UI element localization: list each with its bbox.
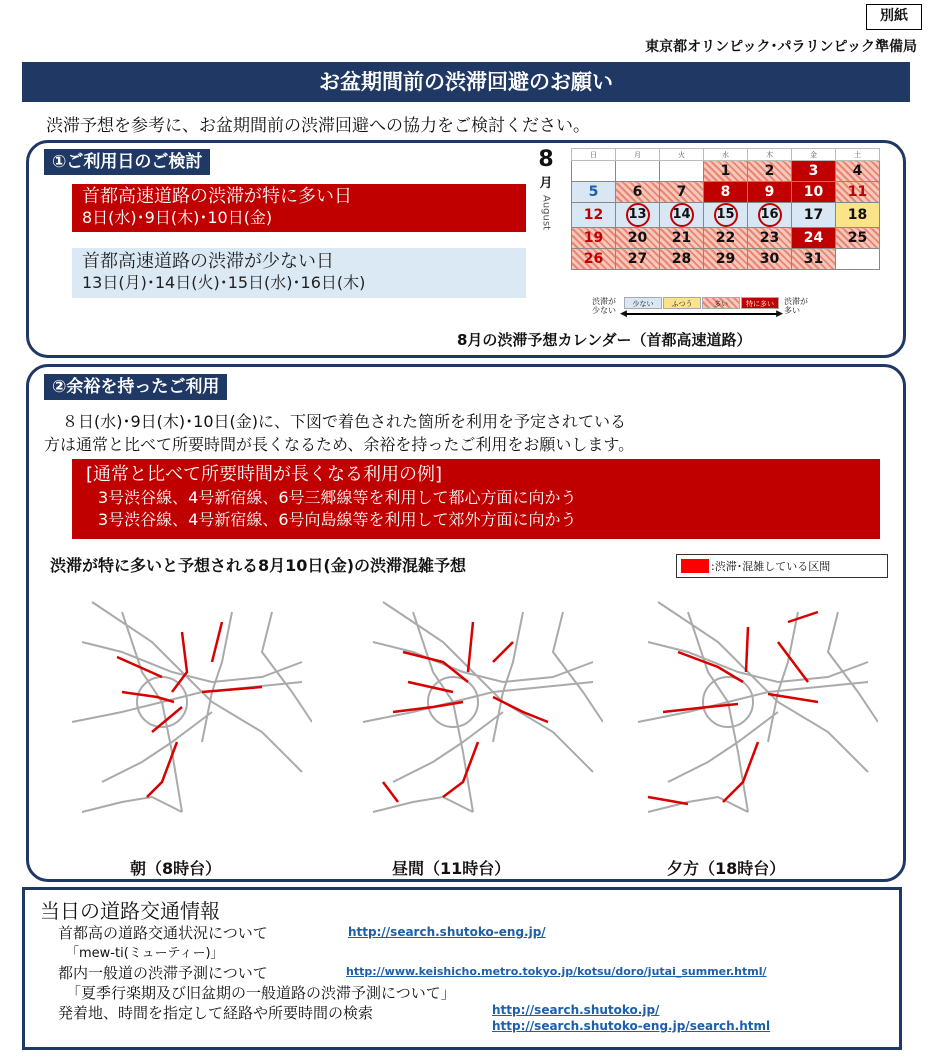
- calendar-day: 1: [704, 161, 748, 182]
- weekday-header: 金: [792, 149, 836, 161]
- congested-segment: [663, 704, 738, 712]
- issuer: 東京都オリンピック･パラリンピック準備局: [645, 39, 917, 55]
- legend-level-high: 多い: [702, 297, 740, 309]
- congested-segment: [468, 622, 473, 672]
- road-line: [102, 712, 212, 782]
- weekday-header: 日: [572, 149, 616, 161]
- info-line-1b: 「mew-ti(ミューティー)」: [66, 946, 224, 961]
- light-days-list: 13日(月)･14日(火)･15日(水)･16日(木): [82, 273, 366, 292]
- legend-level-normal: ふつう: [663, 297, 701, 309]
- calendar-day: 27: [616, 249, 660, 270]
- calendar-day: 18: [836, 203, 880, 228]
- calendar-day: 15: [704, 203, 748, 228]
- legend-level-very-high: 特に多い: [741, 297, 779, 309]
- calendar-month-english: August: [540, 195, 552, 230]
- calendar-month-kanji: 月: [539, 176, 553, 191]
- calendar-day: 6: [616, 182, 660, 203]
- calendar-day: [836, 249, 880, 270]
- calendar-day: [616, 161, 660, 182]
- calendar-month: [536, 148, 556, 230]
- calendar-day: 17: [792, 203, 836, 228]
- calendar-day: 26: [572, 249, 616, 270]
- example-band: [72, 459, 880, 539]
- calendar-month-number: 8: [538, 147, 554, 172]
- legend-level-low: 少ない: [624, 297, 662, 309]
- link-shutoko-search[interactable]: http://search.shutoko.jp/: [492, 1003, 660, 1017]
- calendar-day: [660, 161, 704, 182]
- road-line: [202, 612, 232, 742]
- info-line-3: 発着地、時間を指定して経路や所要時間の検索: [58, 1004, 374, 1022]
- map-label-morning: 朝（8時台）: [130, 859, 222, 878]
- calendar-day: 25: [836, 228, 880, 249]
- congested-segment: [383, 782, 398, 802]
- road-line: [373, 797, 473, 812]
- example-1: 3号渋谷線、4号新宿線、6号三郷線等を利用して都心方面に向かう: [98, 488, 577, 507]
- example-2: 3号渋谷線、4号新宿線、6号向島線等を利用して郊外方面に向かう: [98, 510, 577, 529]
- traffic-map: [628, 582, 878, 842]
- calendar-day: 24: [792, 228, 836, 249]
- section2-title: ②余裕を持ったご利用: [44, 374, 227, 400]
- light-days-band: [72, 248, 526, 298]
- calendar-day: 20: [616, 228, 660, 249]
- heavy-days-label: 首都高速道路の渋滞が特に多い日: [82, 186, 352, 207]
- calendar-day: [572, 161, 616, 182]
- road-line: [668, 712, 778, 782]
- weekday-header: 土: [836, 149, 880, 161]
- calendar-day: 19: [572, 228, 616, 249]
- road-line: [383, 602, 593, 772]
- calendar-day: 29: [704, 249, 748, 270]
- intro-text: 渋滞予想を参考に、お盆期間前の渋滞回避への協力をご検討ください。: [46, 116, 590, 136]
- heavy-days-list: 8日(水)･9日(木)･10日(金): [82, 208, 273, 227]
- map-label-daytime: 昼間（11時台）: [392, 859, 511, 878]
- road-line: [82, 797, 182, 812]
- calendar-day: 30: [748, 249, 792, 270]
- map-legend-swatch: [681, 559, 709, 573]
- road-line: [658, 602, 868, 772]
- calendar-day: 3: [792, 161, 836, 182]
- congested-segment: [122, 692, 174, 702]
- calendar-day: 2: [748, 161, 792, 182]
- legend-arrow: ◀ ▶: [620, 309, 783, 319]
- calendar-day: 23: [748, 228, 792, 249]
- calendar-day: 31: [792, 249, 836, 270]
- congested-segment: [788, 612, 818, 622]
- map-legend-label: :渋滞･混雑している区間: [711, 560, 831, 573]
- calendar-day: 4: [836, 161, 880, 182]
- weekday-header: 火: [660, 149, 704, 161]
- legend-low-label: 渋滞が少ない: [592, 297, 616, 315]
- weekday-header: 水: [704, 149, 748, 161]
- link-shutoko-eng[interactable]: http://search.shutoko-eng.jp/: [348, 925, 546, 939]
- calendar-day: 9: [748, 182, 792, 203]
- road-line: [92, 602, 302, 772]
- annex-label: 別紙: [866, 4, 922, 30]
- page-title: お盆期間前の渋滞回避のお願い: [22, 62, 910, 102]
- section2-body-2: 方は通常と比べて所要時間が長くなるため、余裕を持ったご利用をお願いします。: [44, 435, 635, 454]
- example-title: [通常と比べて所要時間が長くなる利用の例]: [86, 464, 443, 485]
- congested-segment: [648, 797, 688, 804]
- light-days-label: 首都高速道路の渋滞が少ない日: [82, 251, 334, 272]
- map-label-evening: 夕方（18時台）: [667, 859, 786, 878]
- congested-segment: [443, 742, 478, 797]
- calendar-day: 10: [792, 182, 836, 203]
- calendar-day: 13: [616, 203, 660, 228]
- congested-segment: [746, 627, 748, 672]
- calendar-day: 7: [660, 182, 704, 203]
- traffic-map: [353, 582, 603, 842]
- calendar-day: 22: [704, 228, 748, 249]
- heavy-days-band: [72, 184, 526, 232]
- calendar-caption: 8月の渋滞予想カレンダー（首都高速道路）: [457, 331, 752, 349]
- calendar-day: 21: [660, 228, 704, 249]
- calendar-day: 8: [704, 182, 748, 203]
- road-line: [493, 612, 523, 742]
- calendar-legend: [592, 297, 872, 319]
- legend-high-label: 渋滞が多い: [784, 297, 808, 315]
- traffic-info-title: 当日の道路交通情報: [40, 899, 220, 923]
- calendar-day: 16: [748, 203, 792, 228]
- traffic-calendar: [571, 148, 880, 270]
- calendar-day: 14: [660, 203, 704, 228]
- congested-segment: [493, 642, 513, 662]
- calendar-day: 11: [836, 182, 880, 203]
- map-legend: [676, 554, 888, 578]
- info-line-2b: 「夏季行楽期及び旧盆期の一般道路の渋滞予測について」: [66, 984, 456, 1002]
- traffic-map: [62, 582, 312, 842]
- calendar-day: 5: [572, 182, 616, 203]
- congested-segment: [212, 622, 222, 662]
- congested-segment: [493, 697, 548, 722]
- weekday-header: 月: [616, 149, 660, 161]
- calendar-day: 12: [572, 203, 616, 228]
- info-line-2: 都内一般道の渋滞予測について: [58, 964, 268, 982]
- map-title: 渋滞が特に多いと予想される8月10日(金)の渋滞混雑予想: [50, 556, 467, 575]
- road-line: [768, 612, 798, 742]
- section2-body-1: ８日(水)･9日(木)･10日(金)に、下図で着色された箇所を利用を予定されている: [62, 412, 626, 431]
- info-line-1: 首都高の道路交通状況について: [58, 924, 268, 942]
- link-shutoko-eng-search[interactable]: http://search.shutoko-eng.jp/search.html: [492, 1019, 771, 1033]
- section1-title: ①ご利用日のご検討: [44, 149, 210, 175]
- road-line: [393, 712, 503, 782]
- weekday-header: 木: [748, 149, 792, 161]
- congested-segment: [202, 687, 262, 692]
- calendar-day: 28: [660, 249, 704, 270]
- congested-segment: [172, 632, 187, 692]
- link-keishicho[interactable]: http://www.keishicho.metro.tokyo.jp/kotsu/doro/jutai_summer.html/: [346, 965, 767, 978]
